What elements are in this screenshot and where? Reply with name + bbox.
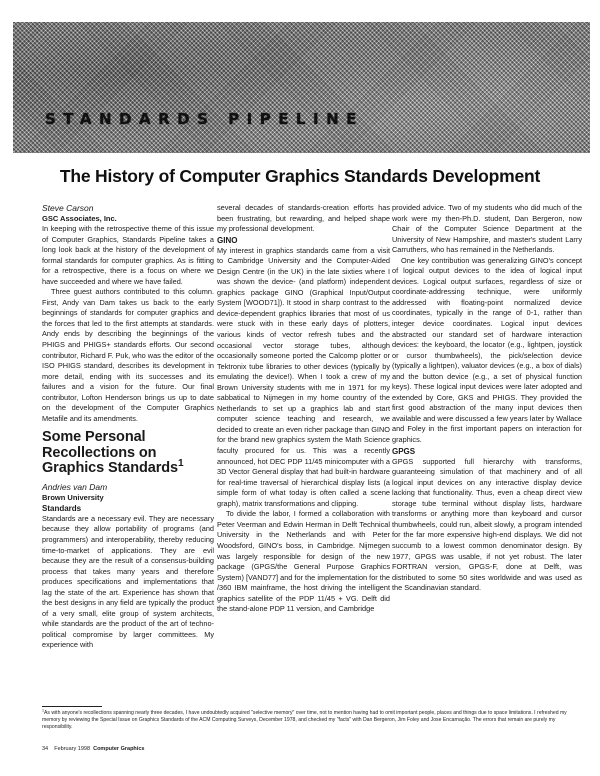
section-title: Some Personal Recollections on Graphics Standards$^1$ [42, 429, 184, 477]
gino-paragraph: My interest in graphics standards came from a visit to Cambridge University and the Computer-Aided Design Centre (in the UK) in the late sixties where I was shown the device- (and platform) independent graphics package GINO (Graphical Input/Output System [WOOD71]). It stood in sharp contrast to the device-dependent graphics libraries that most of us were stuck with in these early days of plotters, various kinds of vector refresh tubes and the occasional vector storage tubes, although occasionally someone ported the Calcomp plotter or Tektronix tube libraries to other devices (typically by emulating the device!). When I took a crew of my Brown University students with me in 1971 for my sabbatical to Nijmegen in my home country of the Netherlands to set up a graphics lab and start computer science teaching and research, we decided to create an even richer package than GINO for the brand new graphics system the Math Science faculty procured for us. This was a recently announced, hot DEC PDP 11/45 minicomputer with a 3D Vector General display that had built-in hardware for real-time traversal of hierarchical display lists (a simple form of what today is often called a scene graph), matrix transformations and clipping. [217, 245, 390, 508]
column-3 [392, 203, 582, 594]
gino-paragraph-continued: provided advice. Two of my students who did much of the work were my then-Ph.D. student, Dan Bergeron, now Chair of the Computer Science Department at the University of New Hampshire, and master's student Larry Carruthers, who has remained in the Netherlands. [392, 203, 582, 255]
subheading-standards: Standards [42, 503, 82, 513]
page-number: 34 [42, 746, 49, 752]
column-2 [217, 203, 390, 615]
footnote-marker: 1 [178, 458, 184, 470]
issue-date: February 1998 [54, 746, 91, 752]
subheading-gpgs: GPGS [392, 446, 416, 456]
banner-label: STANDARDS PIPELINE [45, 110, 364, 128]
column-banner [13, 22, 590, 153]
gpgs-paragraph: GPGS supported full hierarchy with transforms, guaranteeing simulation of that machinery and of all logical input devices on any interactive display device lacking that functionality. Thus, even a cheap direct view storage tube terminal without display lists, hardware transforms or anything more than keyboard and cursor thumbwheels, could run, albeit slowly, a program intended for the far more expensive high-end displays. We did not succumb to a lowest common denominator design. By 1977, GPGS was usable, if not yet robust. The later FORTRAN version, GPGS-F, done at Delft, was distributed to some 50 sites worldwide and was used as the Scandinavian standard. [392, 456, 582, 593]
article-title: The History of Computer Graphics Standards Development [59, 166, 541, 186]
gino-paragraph: One key contribution was generalizing GINO's concept of logical output devices to the idea of logical input devices. Logical output surfaces, regardless of size or coordinate-addressing technique, were uniformly addressed with floating-point normalized device coordinates, typically in the range of 0-1, rather than integer device coordinates. Logical input devices abstracted our standard set of hardware interaction devices: the keyboard, the locator (e.g., lightpen, joystick or cursor thumbwheels), the pick/selection device (typically a lightpen), valuator devices (e.g., a box of dials) and the button device (e.g., a set of physical function keys). These logical input devices were later adopted and extended by Core, GKS and PHIGS. They provided the first good abstraction of the many input devices then available and were discussed a few years later by Wallace and Foley in the first important papers on interaction for graphics. [392, 255, 582, 445]
footnote-text: As with anyone's recollections spanning nearly three decades, I have undoubtedly acquired "selective memory" over time, not to mention having had to omit important people, places and things due to space limitations. I refreshed my memory by reviewing the Special Issue on Graphics Standards of the ACM Computing Surveys, December 1978, and checked my "facts" with Dan Bergeron, Jim Foley and Jose Encarnação. The errors that remain are purely my responsibility. [42, 710, 567, 731]
gino-paragraph: To divide the labor, I formed a collaboration with Peter Veerman and Edwin Herman in Delft Technical University in the Netherlands and with Peter Woodsford, GINO's boss, in Cambridge. Nijmegen was largely responsible for design of the new package (GPGS/the General Purpose Graphics System) [VAND77] and for the implementation for the /360 IBM mainframe, the host driving the intelligent graphics satellite of the PDP 11/45 + VG. Delft did the stand-alone PDP 11 version, and Cambridge [217, 509, 390, 614]
standards-paragraph: Standards are a necessary evil. They are necessary because they allow portability of programs (and programmers) and interoperability, thereby reducing time-to-market of applications. They are evil because they are the result of a consensus-building process that takes many years and therefore produces specifications and implementations that lag the state of the art. Experience has shown that the best designs in any field are typically the product of a very small, elite group of system architects, while standards are the product of the art of techno-political compromise by larger committees. My experience with [42, 513, 214, 650]
footnote-divider [42, 706, 102, 707]
intro-paragraph: Three guest authors contributed to this column. First, Andy van Dam takes us back to the early beginnings of standards for computer graphics and the forces that led to the first attempts at standards. Andy ends by describing the beginnings of the PHIGS and PHIGS+ standards efforts. Our second contributor, Richard F. Puk, who was the editor of the ISO PHIGS standard, describes its development in more detail, ending with its successes and its failures and a vision for the future. Our final contributor, Lofton Henderson brings us up to date on the development of the Computer Graphics Metafile and its amendments. [42, 287, 214, 423]
section-author: Andries van Dam [42, 481, 108, 492]
intro-author: Steve Carson [42, 203, 94, 213]
section-affiliation: Brown University [42, 492, 104, 502]
footnote-marker: 1 [42, 708, 44, 713]
standards-paragraph-continued: several decades of standards-creation efforts has been frustrating, but rewarding, and helped shape my professional development. [217, 203, 390, 234]
intro-paragraph: In keeping with the retrospective theme of this issue of Computer Graphics, Standards Pipeline takes a long look back at the history of the development of formal standards for computer graphics. As is fitting for a retrospective, there is a focus on where we have succeeded and where we have failed. [42, 224, 214, 286]
footnote [42, 710, 582, 732]
intro-affiliation: GSC Associates, Inc. [42, 214, 117, 223]
subheading-gino: GINO [217, 235, 238, 245]
page-footer [42, 746, 144, 752]
column-1 [42, 203, 214, 651]
publication-name: Computer Graphics [93, 746, 145, 752]
